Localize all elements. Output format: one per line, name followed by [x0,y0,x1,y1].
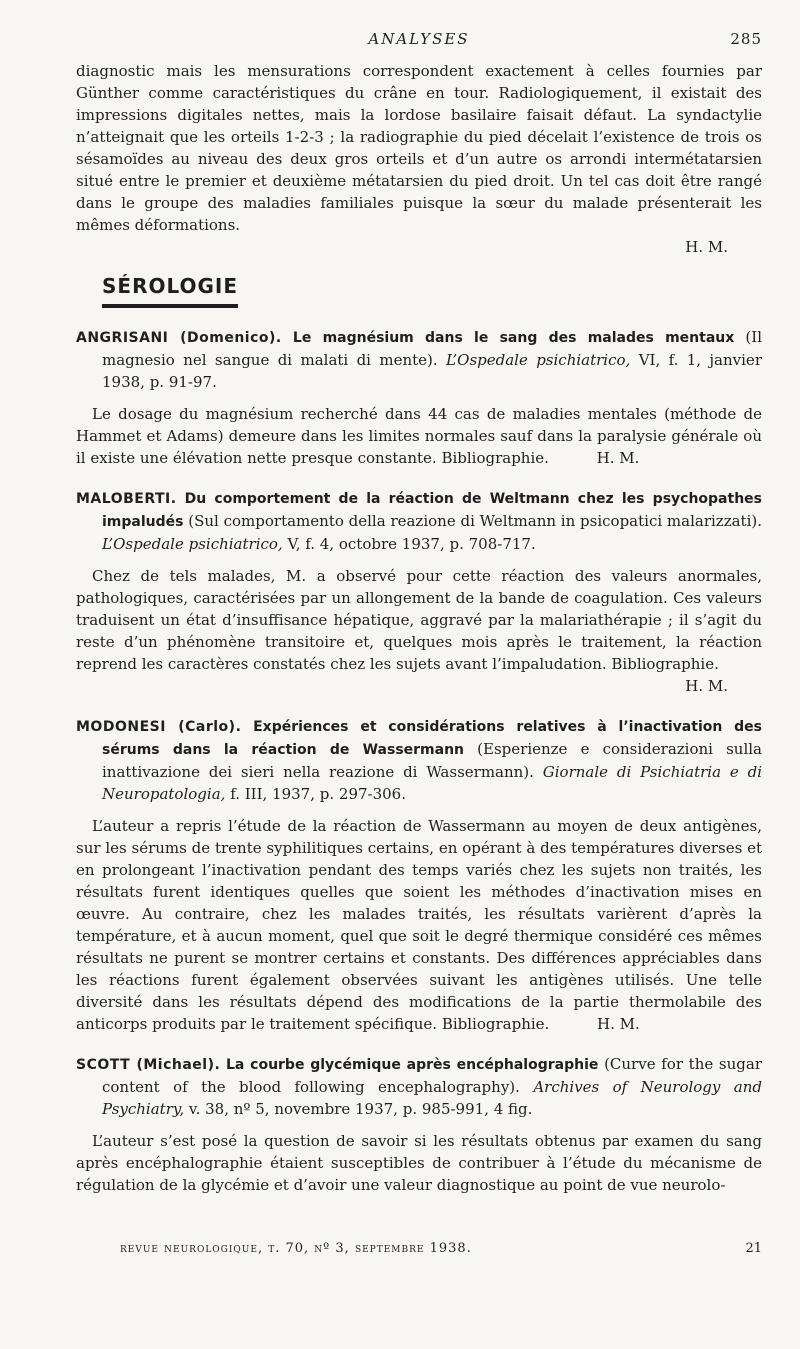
entry-heading [76,1053,762,1120]
entry-maloberti [76,487,762,697]
entry-signature: H. M. [596,449,640,467]
page-content [76,30,762,1196]
entry-angrisani [76,326,762,469]
entry-scott [76,1053,762,1196]
entry-original-title: (Curve for the sugar content of the blood following encephalography). [102,1055,762,1096]
entry-journal: Archives of Neurology and Psychiatry, [102,1078,762,1118]
entry-original-title: (Sul comportamento della reazione di Weltmann in psicopatici malarizzati). [188,512,762,530]
entry-author: ANGRISANI (Domenico). [76,330,282,346]
running-title: ANALYSES [368,30,470,48]
entry-body-text: Le dosage du magnésium recherché dans 44 cas de maladies mentales (méthode de Hammet et Adams) demeure dans les limites normales sauf dans la paralysie générale où il existe une élévation nette presque constante. Bibliographie. [76,405,762,467]
entry-body: Chez de tels malades, M. a observé pour cette réaction des valeurs anormales, pathologiques, caractérisées par un allongement de la bande de coagulation. Ces valeurs traduisent un état d’insuffisance hépatique, aggravé par la malariathérapie ; il s’agit du reste d’un phénomène transitoire et, quelques mois après le traitement, la réaction reprend les caractères constatés chez les sujets avant l’impaludation. Bibliographie. [76,567,762,673]
entry-title: Expériences et considérations relatives à l’inactivation des sérums dans la réaction de Wassermann [102,719,762,758]
page-footer [120,1241,762,1256]
entry-reference: VI, f. 1, janvier 1938, p. 91-97. [102,351,762,391]
entry-reference: f. III, 1937, p. 297-306. [230,785,406,803]
entry-modonesi [76,715,762,1035]
entry-author: MODONESI (Carlo). [76,719,242,735]
intro-signature: H. M. [685,238,728,256]
entry-heading [76,487,762,555]
entry-reference: v. 38, nº 5, novembre 1937, p. 985-991, 4 fig. [188,1100,533,1118]
page-header [76,30,762,60]
entry-original-title: (Il magnesio nel sangue di malati di mente). [102,328,762,369]
entry-body-text: L’auteur a repris l’étude de la réaction de Wassermann au moyen de deux antigènes, sur les sérums de trente syphilitiques certains, en opérant à des températures diverses et en prolongeant l’inactivation pendant des temps variés chez les sujets non traités, les résultats furent identiques quelles que soient les méthodes d’inactivation mises en œuvre. Au contraire, chez les malades traités, les résultats varièrent d’après la température, et à aucun moment, quel que soit le degré thermique considéré ces mêmes résultats ne purent se montrer certains et constants. Des différences appréciables dans les réactions furent également observées suivant les antigènes utilisés. Une telle diversité dans les résultats dépend des modifications de la partie thermolabile des anticorps produits par le traitement spécifique. Bibliographie. [76,817,762,1033]
footer-journal: revue neurologique, t. 70, nº 3, septembre 1938. [120,1241,472,1256]
entry-reference: V, f. 4, octobre 1937, p. 708-717. [287,535,536,553]
entry-body: L’auteur s’est posé la question de savoir si les résultats obtenus par examen du sang après encéphalographie étaient susceptibles de contribuer à l’étude du mécanisme de régulation de la glycémie et d’avoir une valeur diagnostique au point de vue neurolo- [76,1132,762,1194]
entry-journal: L’Ospedale psichiatrico, [102,535,283,553]
entry-author: SCOTT (Michael). [76,1057,221,1073]
entry-journal: Giornale di Psichiatria e di Neuropatologia, [102,763,762,803]
entry-original-title: (Esperienze e considerazioni sulla inattivazione dei sieri nella reazione di Wassermann). [102,740,762,781]
entry-body [76,815,762,1035]
entry-journal: L’Ospedale psichiatrico, [446,351,631,369]
entry-signature: H. M. [685,677,728,695]
entry-author: MALOBERTI. [76,491,177,507]
page-number: 285 [730,30,762,48]
section-title: SÉROLOGIE [102,274,238,308]
entry-body [76,403,762,469]
footer-sheet-number: 21 [745,1241,762,1256]
entry-signature: H. M. [597,1015,640,1033]
entry-heading [76,715,762,805]
intro-paragraph: diagnostic mais les mensurations correspondent exactement à celles fournies par Günther comme caractéristiques du crâne en tour. Radiologiquement, il existait des impressions digitales nettes, mais la lordose basilaire faisait défaut. La syndactylie n’atteignait que les orteils 1-2-3 ; la radiographie du pied décelait l’existence de trois os sésamoïdes au niveau des deux gros orteils et d’un autre os arrondi intermétatarsien situé entre le premier et deuxième métatarsien du pied droit. Un tel cas doit être rangé dans le groupe des maladies familiales puisque la sœur du malade présenterait les mêmes déformations. [76,62,762,234]
entry-title: La courbe glycémique après encéphalographie [226,1057,599,1073]
entry-title: Le magnésium dans le sang des malades mentaux [292,330,735,346]
entry-title: Du comportement de la réaction de Weltmann chez les psychopathes impaludés [102,491,762,530]
entry-heading [76,326,762,393]
